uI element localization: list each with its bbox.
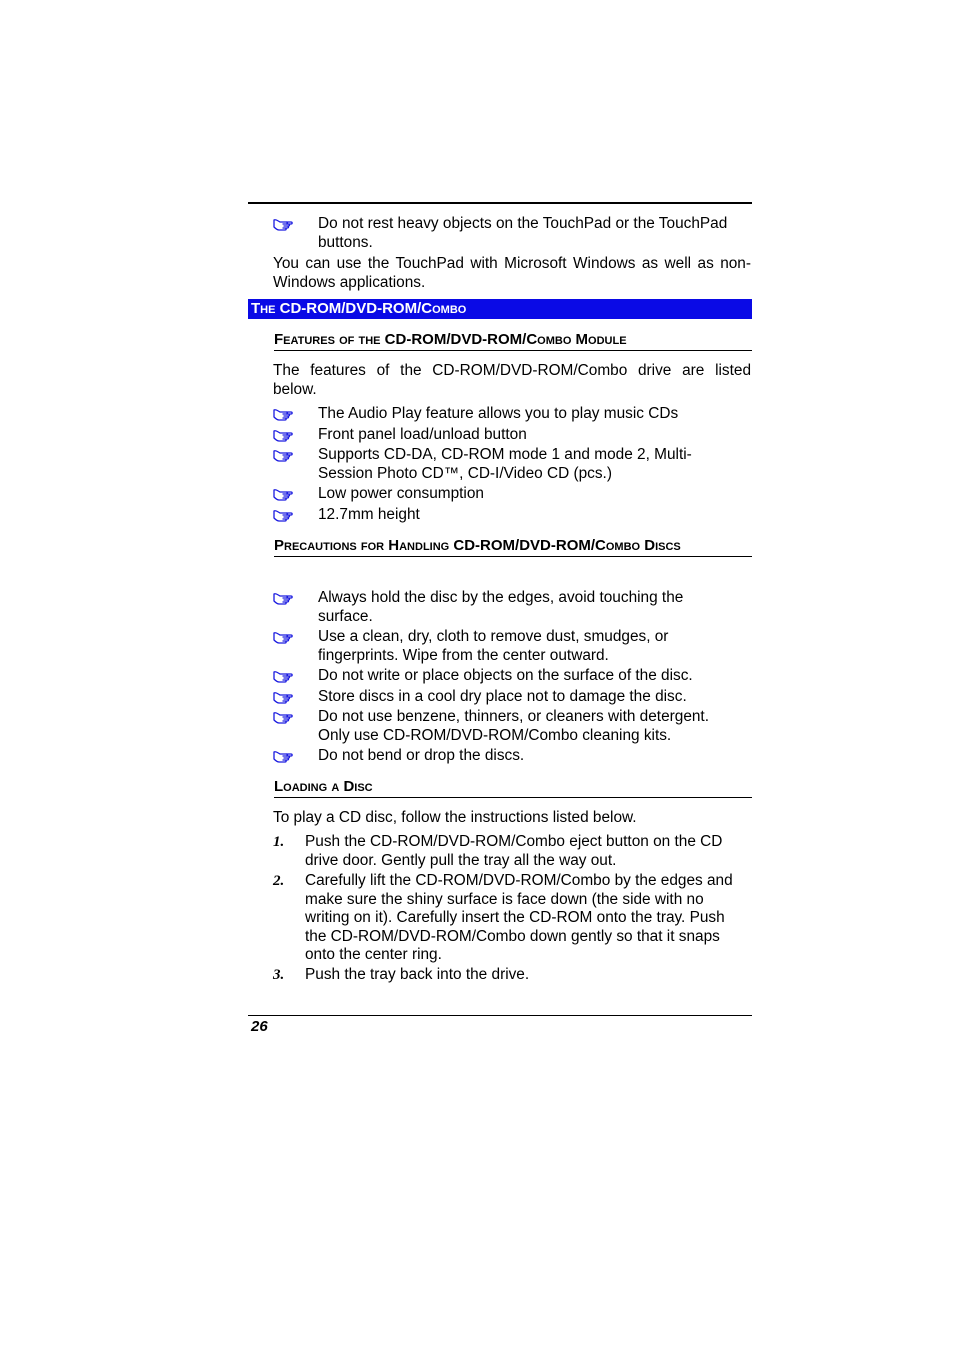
hand-pointer-icon (273, 427, 293, 443)
section-title-bar (248, 299, 752, 319)
hand-pointer-icon (273, 590, 293, 606)
bullet-text: Do not write or place objects on the surface of the disc. (318, 667, 693, 684)
hand-pointer-icon (273, 668, 293, 684)
step-text: Push the CD-ROM/DVD-ROM/Combo eject button on the CD drive door. Gently pull the tray all the way out. (305, 833, 723, 869)
hand-pointer-icon (273, 447, 293, 463)
hand-pointer-icon (273, 689, 293, 705)
hand-pointer-icon (273, 507, 293, 523)
hand-pointer-icon (273, 709, 293, 725)
bottom-rule (248, 1015, 752, 1016)
bullet-text: The Audio Play feature allows you to play music CDs (318, 405, 679, 422)
hand-pointer-icon (273, 629, 293, 645)
top-rule (248, 202, 752, 204)
loading-intro: To play a CD disc, follow the instructions listed below. (273, 809, 637, 826)
hand-pointer-icon (273, 406, 293, 422)
step-text: Carefully lift the CD-ROM/DVD-ROM/Combo by the edges and make sure the shiny surface is face down (the side with no writing on it). Carefully insert the CD-ROM onto the tray. Push the CD-ROM/DVD-ROM/Combo down gently so that it snaps onto the center ring. (305, 872, 733, 964)
section-title: The CD-ROM/DVD-ROM/Combo (251, 300, 467, 317)
hand-pointer-icon (273, 216, 293, 232)
step-number: 3. (273, 967, 285, 983)
loading-heading: Loading a Disc (274, 777, 752, 798)
bullet-text: Do not rest heavy objects on the TouchPad or the TouchPad buttons. (318, 215, 728, 251)
step-text: Push the tray back into the drive. (305, 966, 530, 983)
features-intro: The features of the CD-ROM/DVD-ROM/Combo drive are listed below. (273, 362, 751, 398)
intro-paragraph: You can use the TouchPad with Microsoft Windows as well as non-Windows applications. (273, 255, 751, 291)
bullet-text: 12.7mm height (318, 506, 420, 523)
bullet-text: Store discs in a cool dry place not to damage the disc. (318, 688, 687, 705)
bullet-text: Do not use benzene, thinners, or cleaners with detergent. Only use CD-ROM/DVD-ROM/Combo cleaning kits. (318, 708, 709, 744)
bullet-text: Always hold the disc by the edges, avoid touching the surface. (318, 589, 684, 625)
bullet-text: Supports CD-DA, CD-ROM mode 1 and mode 2, Multi-Session Photo CD™, CD-I/Video CD (pcs.) (318, 446, 692, 482)
bullet-text: Do not bend or drop the discs. (318, 747, 525, 764)
precautions-heading: Precautions for Handling CD-ROM/DVD-ROM/Combo Discs (274, 536, 752, 557)
step-number: 1. (273, 834, 285, 850)
step-number: 2. (273, 873, 285, 889)
bullet-text: Front panel load/unload button (318, 426, 527, 443)
hand-pointer-icon (273, 748, 293, 764)
hand-pointer-icon (273, 486, 293, 502)
features-heading: Features of the CD-ROM/DVD-ROM/Combo Module (274, 330, 752, 351)
bullet-text: Use a clean, dry, cloth to remove dust, smudges, or fingerprints. Wipe from the center outward. (318, 628, 669, 664)
page-number: 26 (251, 1018, 268, 1035)
bullet-text: Low power consumption (318, 485, 484, 502)
